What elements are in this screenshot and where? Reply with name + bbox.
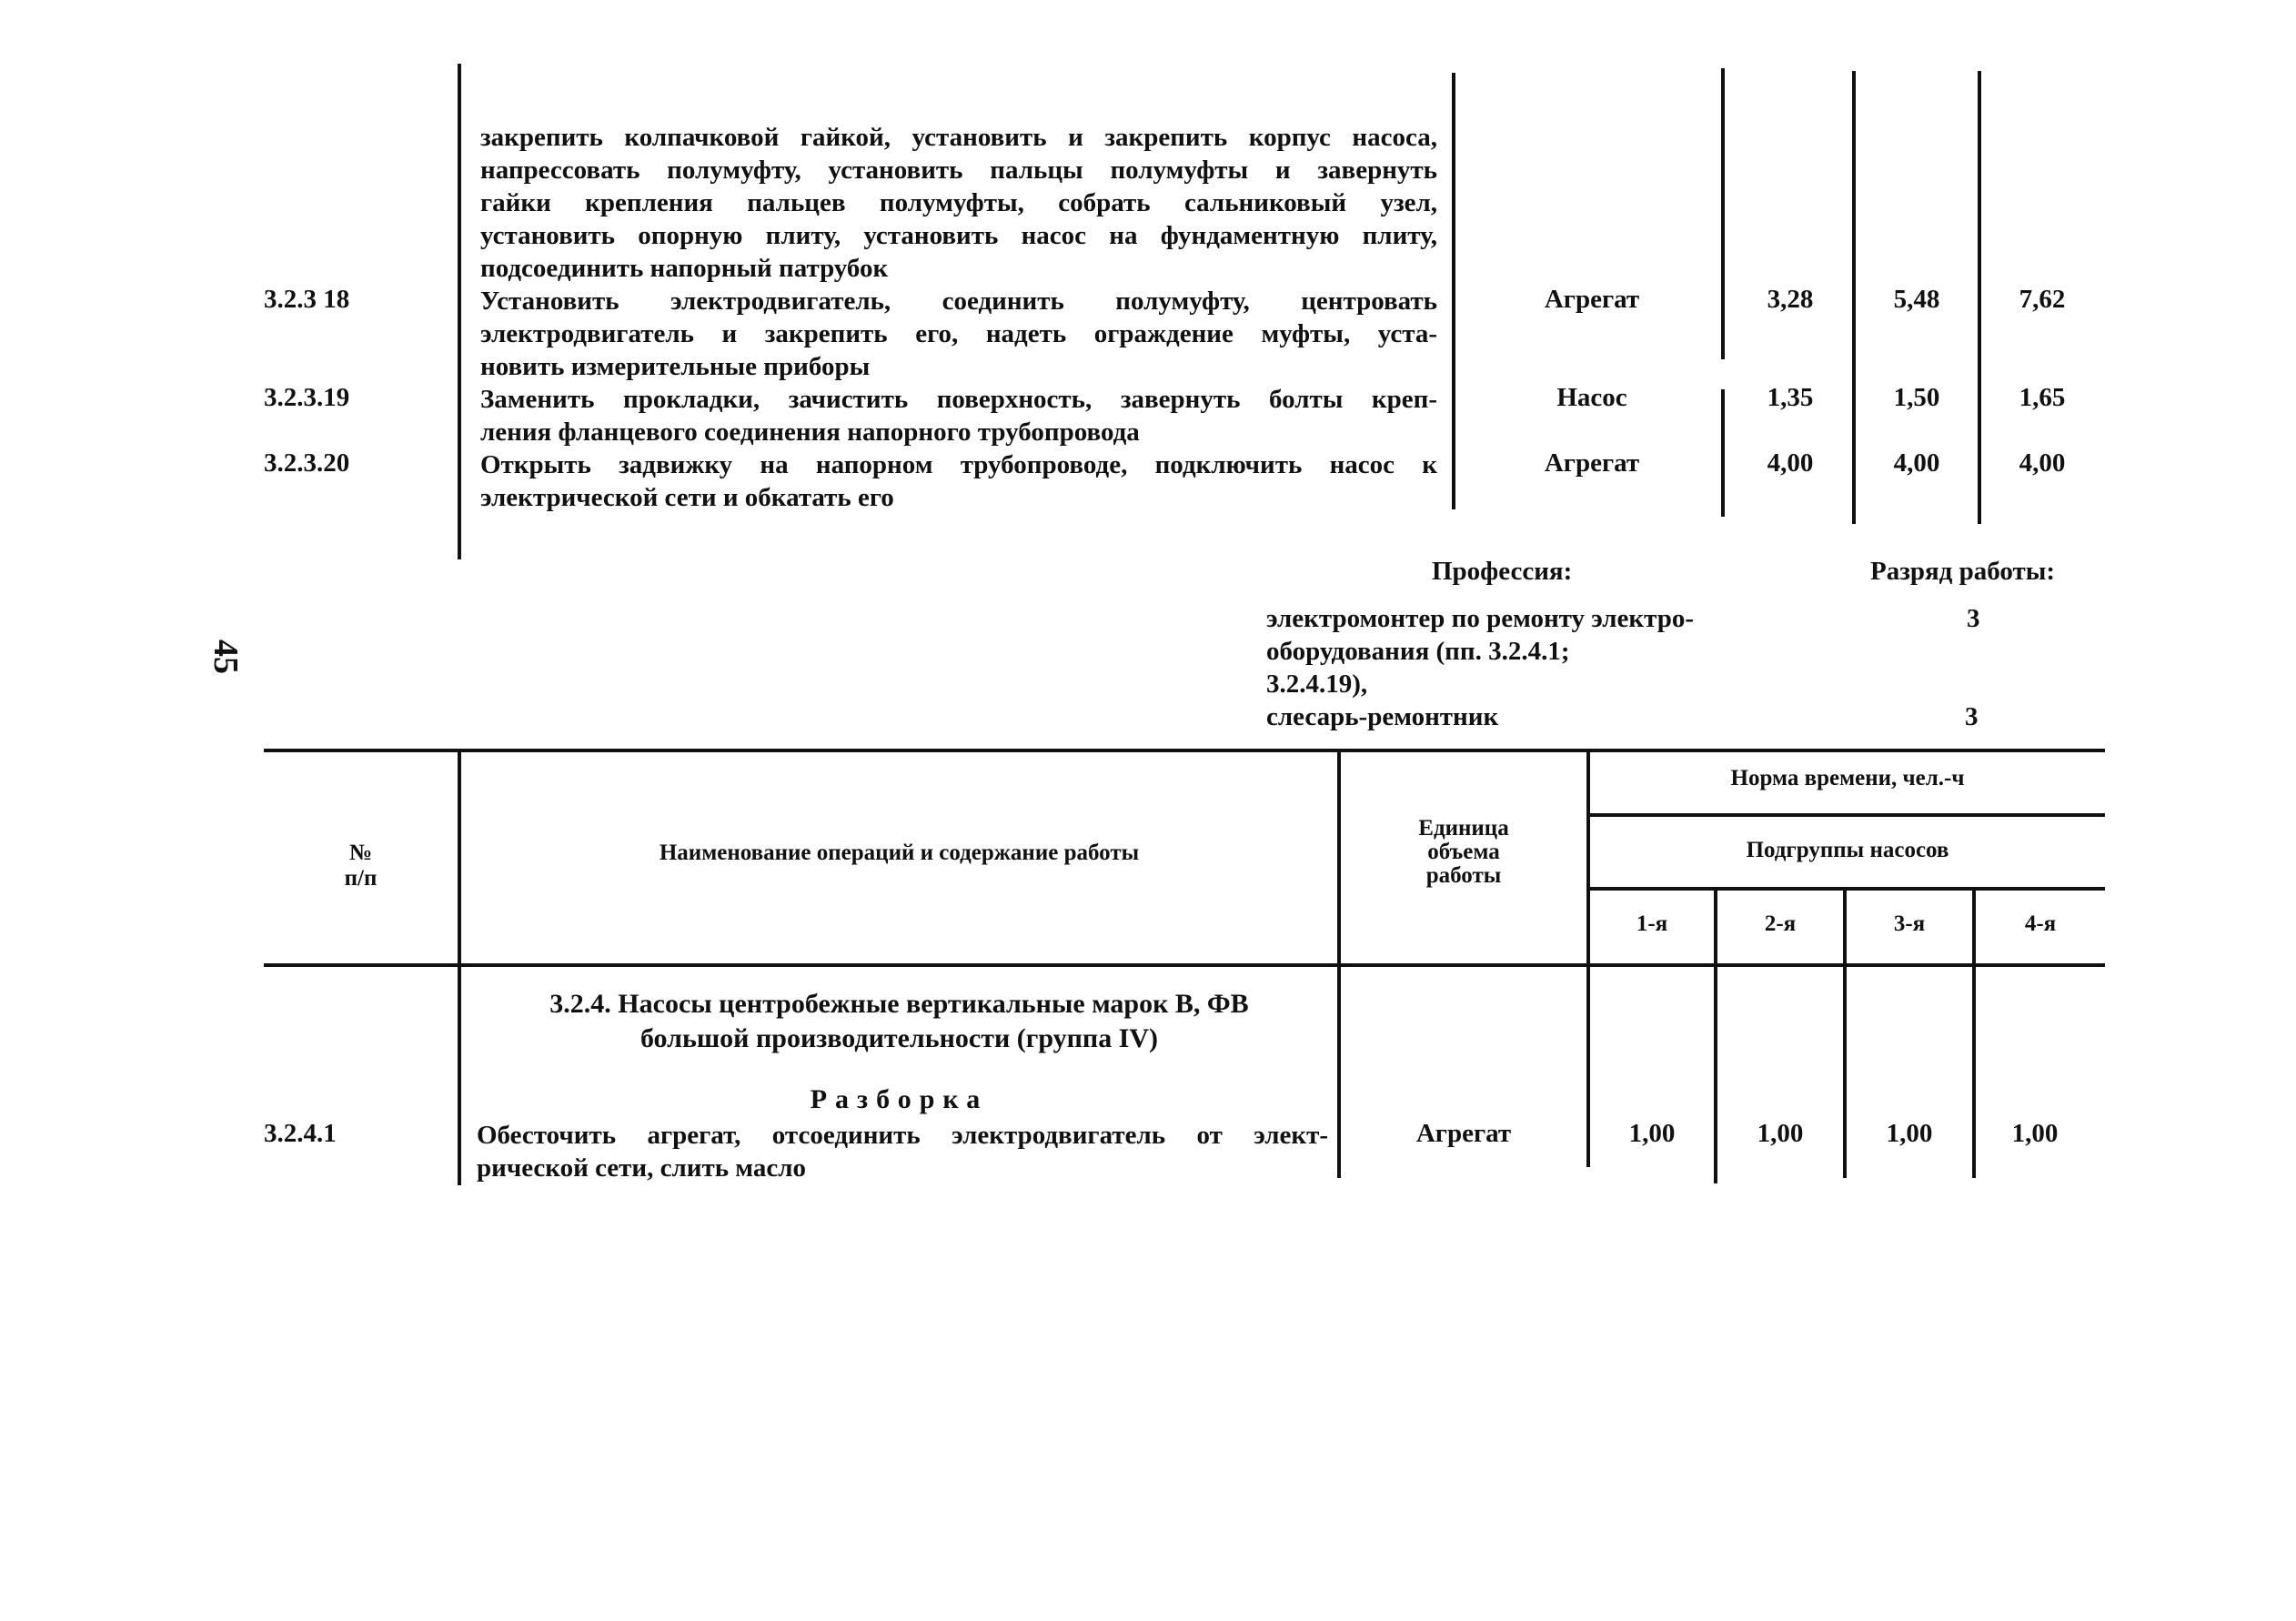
continued-text-line-5: подсоединить напорный патрубок: [480, 254, 889, 283]
row-value-3: 1,00: [1886, 1119, 1933, 1148]
section-title-line: 3.2.4. Насосы центробежные вертикальные марок В, ФВ: [549, 989, 1249, 1019]
section-title-line: большой производительности (группа IV): [639, 1023, 1159, 1053]
header-subgroups: Подгруппы насосов: [1746, 838, 1949, 862]
row-unit: Насос: [1556, 383, 1627, 412]
header-bottom-rule: [264, 963, 2105, 967]
header-norm: Норма времени, чел.-ч: [1730, 766, 1965, 790]
row-value-1: 1,35: [1767, 383, 1814, 412]
continued-text-line-1: закрепить колпачковой гайкой, установить и закрепить корпус насоса,: [480, 123, 1437, 152]
row-unit: Агрегат: [1415, 1119, 1512, 1148]
row-text-line-2: ления фланцевого соединения напорного трубопровода: [480, 418, 1140, 447]
col-rule-name: [1337, 749, 1341, 1178]
header-unit-line: объема: [1427, 840, 1500, 864]
row-value-3: 7,62: [2019, 285, 2066, 314]
row-text-line-1: Обесточить агрегат, отсоединить электродвигатель от элект-: [477, 1121, 1328, 1150]
header-unit-line: работы: [1425, 863, 1502, 888]
row-unit: Агрегат: [1544, 448, 1640, 478]
top-table-rule-v2: [1978, 71, 1981, 524]
top-table-rule-left: [458, 64, 461, 559]
header-number-line: №: [348, 841, 373, 865]
top-table-rule-text: [1452, 73, 1455, 509]
row-value-2: 4,00: [1893, 448, 1940, 478]
row-text-line-1: Открыть задвижку на напорном трубопроводе, подключить насос к: [480, 450, 1437, 479]
row-code: 3.2.3.20: [264, 448, 350, 478]
col-rule-number: [458, 749, 461, 1185]
header-unit: [1341, 817, 1586, 888]
continued-text-line-3: гайки крепления пальцев полумуфты, собрать сальниковый узел,: [480, 188, 1437, 217]
row-text-line-1: Установить электродвигатель, соединить полумуфту, центровать: [480, 287, 1437, 316]
row-value-2: 1,00: [1757, 1119, 1804, 1148]
row-value-3: 4,00: [2019, 448, 2066, 478]
subgroup-rule: [1588, 887, 2105, 891]
row-value-2: 1,50: [1893, 383, 1940, 412]
section-title: [461, 987, 1337, 1056]
row-code: 3.2.3 18: [264, 285, 350, 314]
profession-entry-line-1: электромонтер по ремонту электро-: [1266, 604, 1695, 633]
header-top-rule: [264, 749, 2105, 752]
row-value-2: 5,48: [1893, 285, 1940, 314]
header-col-2: 2-я: [1764, 911, 1797, 936]
row-value-3: 1,65: [2019, 383, 2066, 412]
profession-label: Профессия:: [1432, 557, 1573, 586]
profession-entry-line-2: оборудования (пп. 3.2.4.1;: [1266, 637, 1570, 666]
row-unit: Агрегат: [1544, 285, 1640, 314]
profession-entry-grade: 3: [1965, 702, 1979, 731]
row-text-line-2: электродвигатель и закрепить его, надеть ограждение муфты, уста-: [480, 319, 1437, 348]
header-name: Наименование операций и содержание работы: [659, 841, 1140, 865]
profession-entry-grade: 3: [1967, 604, 1980, 633]
continued-text-line-4: установить опорную плиту, установить насос на фундаментную плиту,: [480, 221, 1437, 250]
row-value-1: 4,00: [1767, 448, 1814, 478]
row-text-line-3: новить измерительные приборы: [480, 352, 871, 381]
header-unit-line: Единица: [1418, 816, 1509, 841]
page-number: 45: [206, 639, 245, 674]
header-number-line: п/п: [344, 866, 378, 891]
row-value-1: 3,28: [1767, 285, 1814, 314]
profession-entry-line-3: 3.2.4.19),: [1266, 670, 1368, 699]
header-col-3: 3-я: [1893, 911, 1926, 936]
row-value-1: 1,00: [1628, 1119, 1676, 1148]
subsection-title: Разборка: [810, 1084, 989, 1114]
continued-text-line-2: напрессовать полумуфту, установить пальцы полумуфты и завернуть: [480, 156, 1437, 185]
header-number: [264, 841, 458, 891]
row-value-4: 1,00: [2011, 1119, 2059, 1148]
row-code: 3.2.3.19: [264, 383, 350, 412]
top-table-rule-unit-lower: [1721, 389, 1725, 517]
profession-entry-line-1: слесарь-ремонтник: [1266, 702, 1499, 731]
row-text-line-2: электрической сети и обкатать его: [480, 483, 894, 512]
grade-label: Разряд работы:: [1870, 557, 2056, 586]
row-text-line-1: Заменить прокладки, зачистить поверхность, завернуть болты креп-: [480, 385, 1437, 414]
header-col-4: 4-я: [2024, 911, 2057, 936]
top-table-rule-unit: [1721, 68, 1725, 359]
norm-rule: [1588, 813, 2105, 817]
row-text-line-2: рической сети, слить масло: [477, 1153, 807, 1183]
row-code: 3.2.4.1: [264, 1119, 337, 1148]
col-rule-unit: [1586, 749, 1590, 1167]
header-col-1: 1-я: [1636, 911, 1668, 936]
